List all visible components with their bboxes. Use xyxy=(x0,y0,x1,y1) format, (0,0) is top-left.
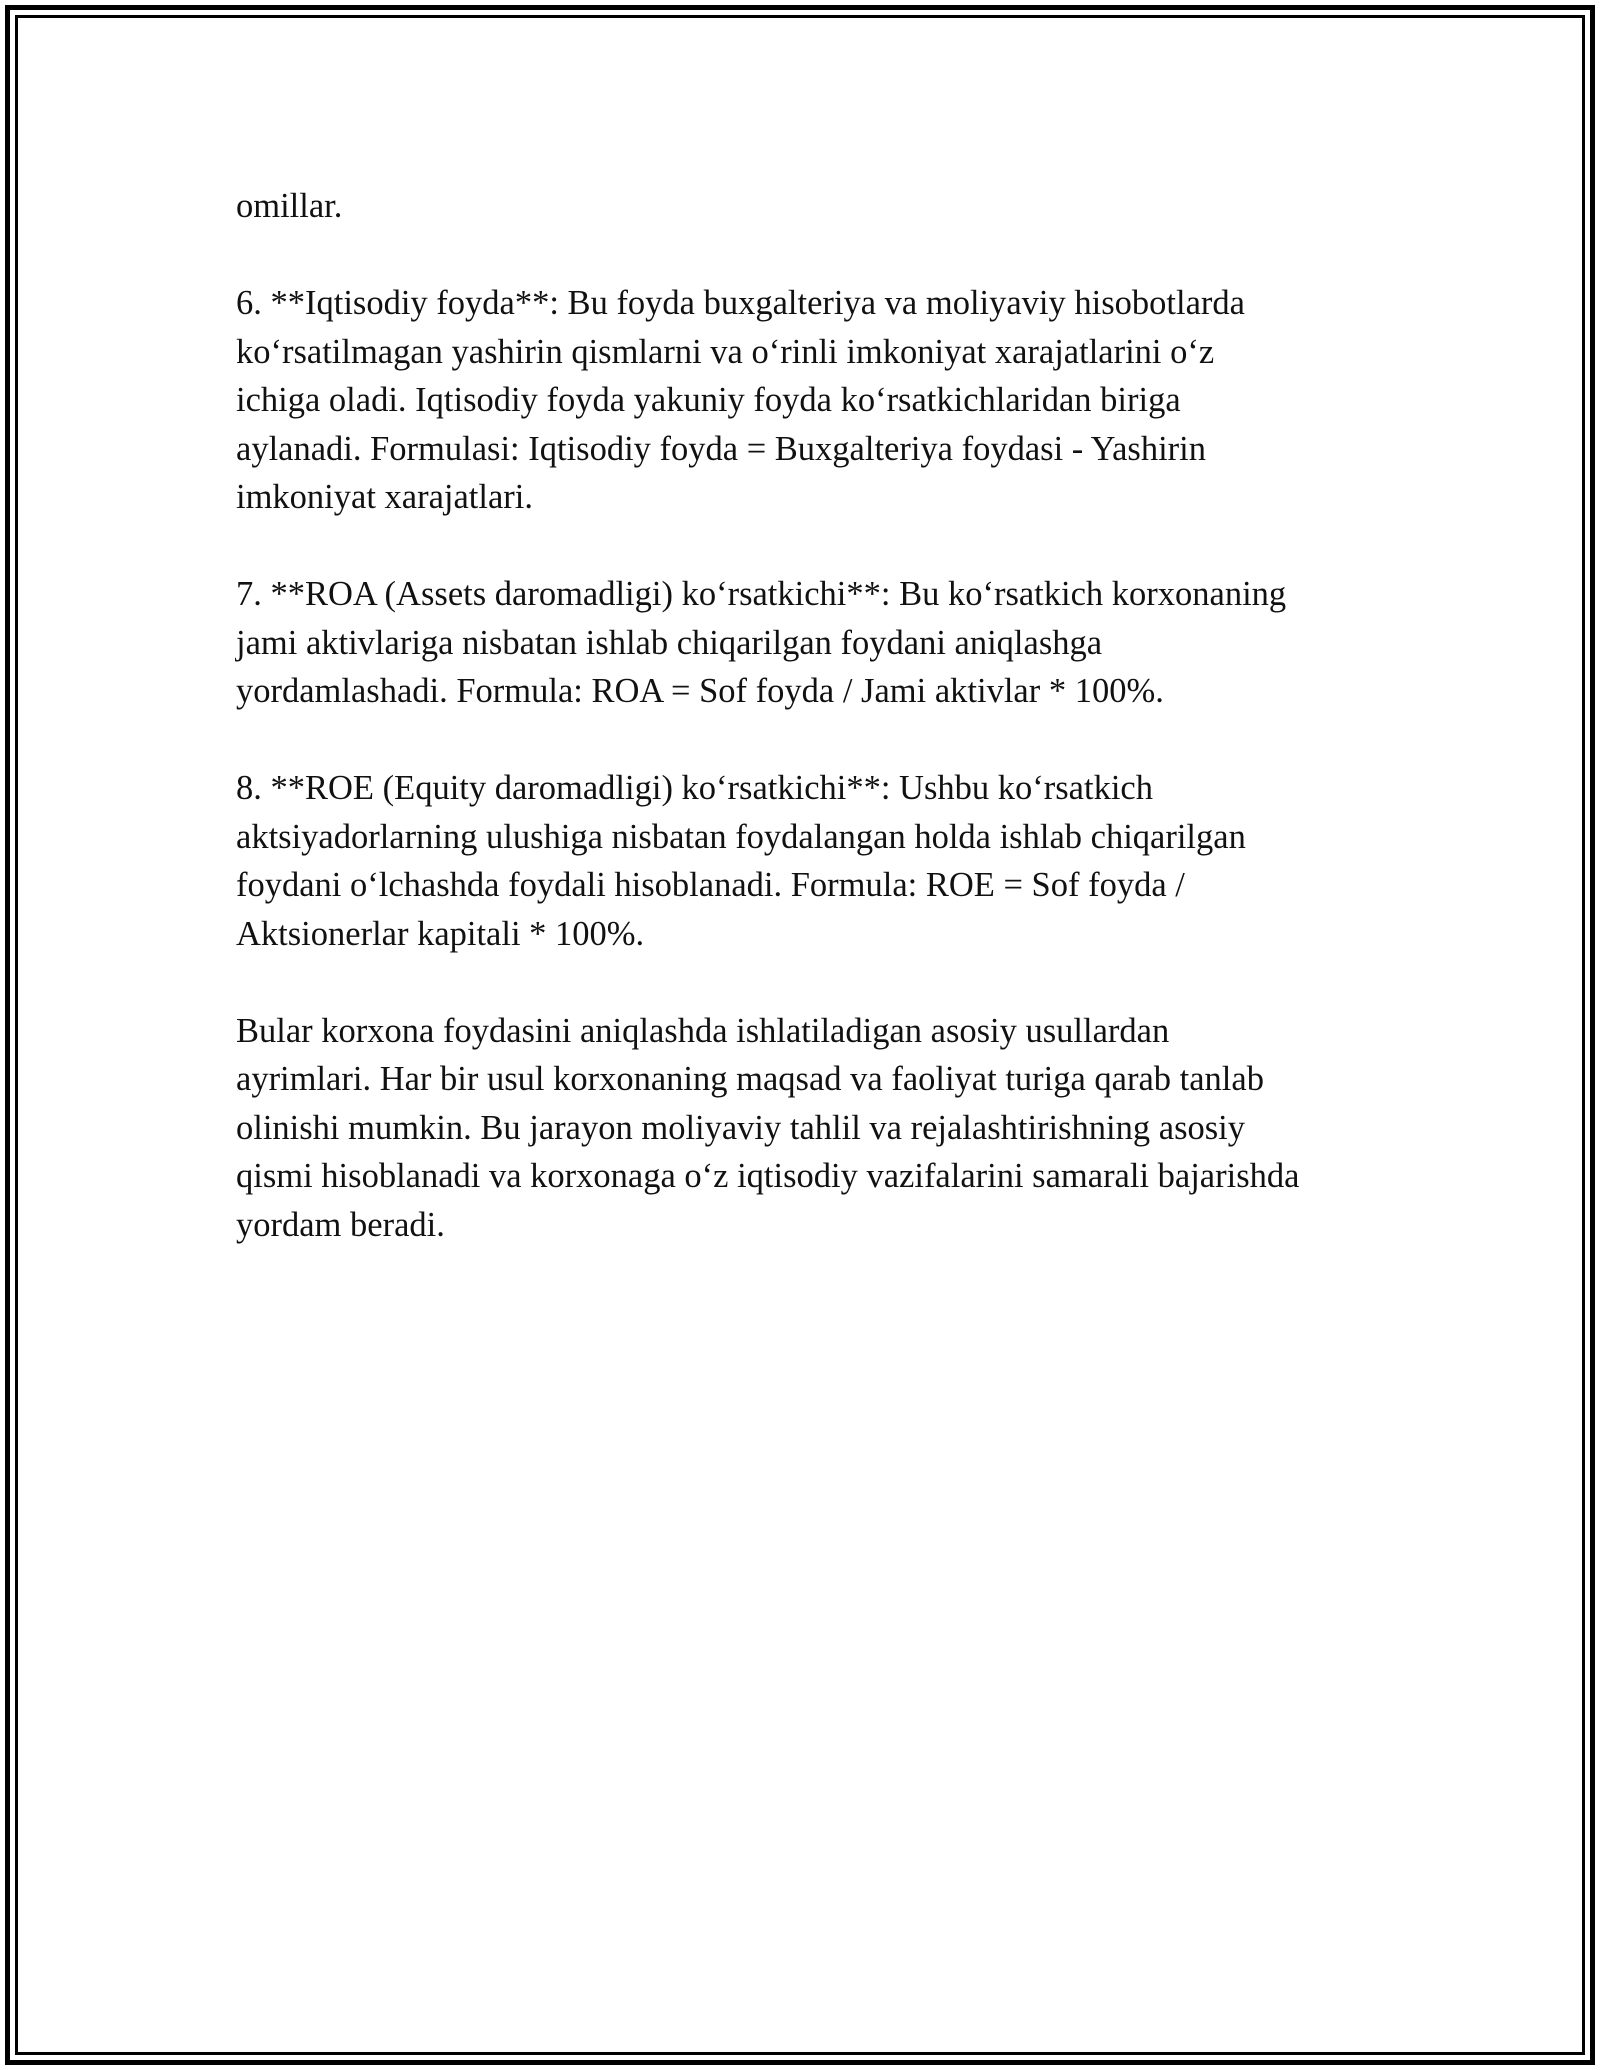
text-line: 6. **Iqtisodiy foyda**: Bu foyda buxgalteriya va moliyaviy hisobotlarda xyxy=(236,284,1245,322)
document-body xyxy=(236,182,1386,1298)
text-line: jami aktivlariga nisbatan ishlab chiqarilgan foydani aniqlashga xyxy=(236,623,1103,662)
text-line: aylanadi. Formulasi: Iqtisodiy foyda = Buxgalteriya foydasi - Yashirin xyxy=(236,429,1206,468)
text-line: yordam beradi. xyxy=(236,1205,445,1244)
text-line: ko‘rsatilmagan yashirin qismlarni va o‘rinli imkoniyat xarajatlarini o‘z xyxy=(236,332,1215,371)
text-line: yordamlashadi. Formula: ROA = Sof foyda / Jami aktivlar * 100%. xyxy=(236,672,1164,710)
text-line: foydani o‘lchashda foydali hisoblanadi. Formula: ROE = Sof foyda / xyxy=(236,866,1185,904)
text-line: ayrimlari. Har bir usul korxonaning maqsad va faoliyat turiga qarab tanlab xyxy=(236,1060,1264,1098)
paragraph-roe xyxy=(236,764,1386,958)
paragraph-roa xyxy=(236,570,1386,716)
text-line: imkoniyat xarajatlari. xyxy=(236,478,533,516)
text-line: ichiga oladi. Iqtisodiy foyda yakuniy foyda ko‘rsatkichlaridan biriga xyxy=(236,381,1181,419)
paragraph-economic-profit xyxy=(236,279,1386,522)
paragraph-conclusion xyxy=(236,1007,1386,1250)
text-line: aktsiyadorlarning ulushiga nisbatan foydalangan holda ishlab chiqarilgan xyxy=(236,817,1246,856)
paragraph-continuation xyxy=(236,182,1386,231)
text-line: 7. **ROA (Assets daromadligi) ko‘rsatkichi**: Bu ko‘rsatkich korxonaning xyxy=(236,575,1287,613)
text-line: 8. **ROE (Equity daromadligi) ko‘rsatkichi**: Ushbu ko‘rsatkich xyxy=(236,769,1153,807)
text-line: olinishi mumkin. Bu jarayon moliyaviy tahlil va rejalashtirishning asosiy xyxy=(236,1108,1246,1147)
text-line: qismi hisoblanadi va korxonaga o‘z iqtisodiy vazifalarini samarali bajarishda xyxy=(236,1157,1300,1195)
text-line: Aktsionerlar kapitali * 100%. xyxy=(236,914,645,953)
text-line: omillar. xyxy=(236,187,343,225)
text-line: Bular korxona foydasini aniqlashda ishlatiladigan asosiy usullardan xyxy=(236,1011,1170,1050)
